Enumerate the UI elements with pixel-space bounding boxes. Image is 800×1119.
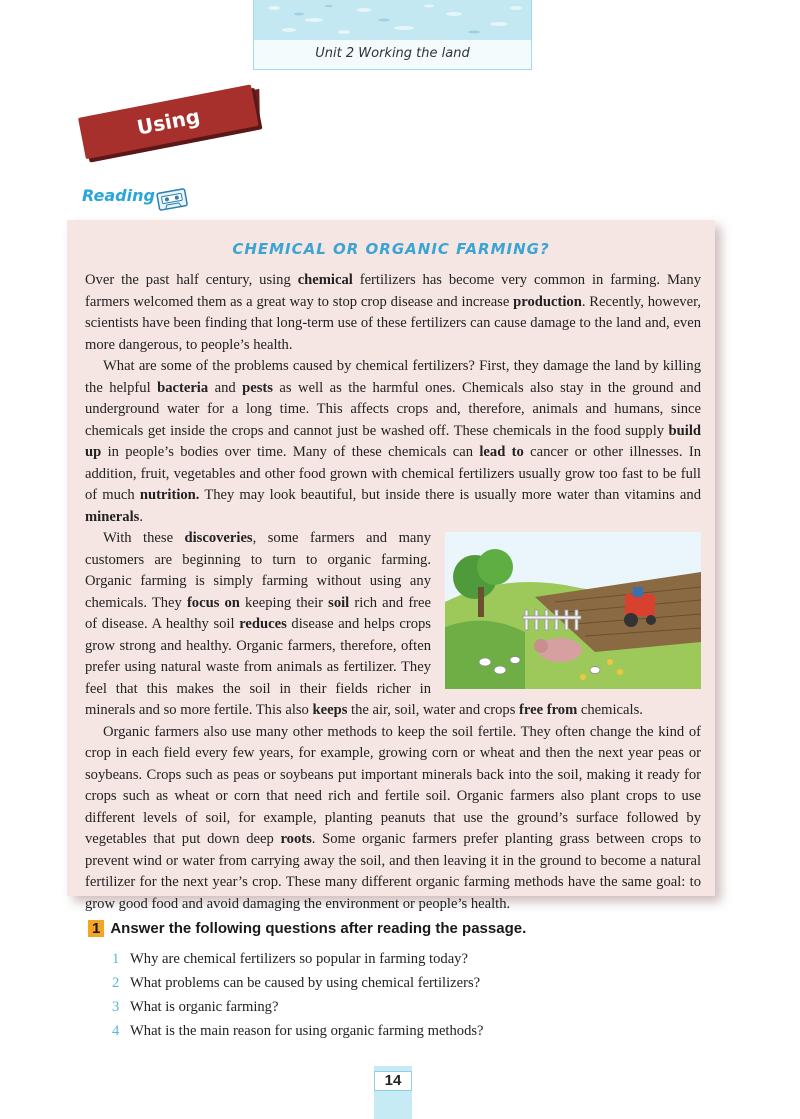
unit-title: Unit 2 Working the land <box>315 46 470 61</box>
question-number: 3 <box>112 999 120 1015</box>
passage-text: cancer or other illnesses. In addition, fruit, vegetables and other food grown with chemical fertilizers usually grow too fast to be full of much <box>85 444 701 503</box>
passage-text: fertilizers has become very common in farming. Many farmers welcomed them as a great way to stop crop disease and increase <box>85 272 701 310</box>
paragraph-1 <box>85 270 701 356</box>
passage-text: as well as the harmful ones. Chemicals also stay in the ground and underground water for a long time. This affects crops and, therefore, animals and humans, since chemicals get inside the crops and cannot just be washed off. These chemicals in the food supply <box>85 379 702 439</box>
passage-text: What are some of the problems caused by chemical fertilizers? First, they damage the land by killing the helpful <box>85 358 701 396</box>
passage-text: . <box>139 508 143 525</box>
page-number-tab <box>374 1066 412 1119</box>
vocab-word: soil <box>328 594 350 611</box>
question-item <box>112 1019 484 1043</box>
page-number: 14 <box>374 1071 412 1091</box>
paragraph-2 <box>85 356 701 528</box>
vocab-word: keeps <box>312 702 348 718</box>
question-number: 2 <box>112 975 120 991</box>
passage-text: , some farmers and many customers are beginning to turn to organic farming. Organic farming is simply farming without using any chemicals. They <box>85 530 431 611</box>
vocab-word: lead to <box>479 444 524 460</box>
passage-text: With these <box>103 530 185 546</box>
passage-text: They may look beautiful, but inside there is usually more water than vitamins and <box>199 487 701 503</box>
section-banner-label: Using Language <box>78 84 259 159</box>
vocab-word: pests <box>242 379 273 396</box>
vocab-word: bacteria <box>157 379 209 396</box>
question-text: What is the main reason for using organic farming methods? <box>130 1023 484 1039</box>
vocab-word: production <box>513 293 582 310</box>
passage-text: . Recently, however, scientists have been finding that long-term use of these fertilizers can cause damage to the land and, even more dangerous, to people’s health. <box>85 293 701 353</box>
passage-title: CHEMICAL OR ORGANIC FARMING? <box>232 240 550 258</box>
passage-text: in people’s bodies over time. Many of these chemicals can <box>101 444 480 460</box>
vocab-word: chemical <box>297 272 353 288</box>
vocab-word: roots <box>280 831 312 847</box>
exercise-heading <box>88 920 526 937</box>
cassette-icon <box>155 186 189 217</box>
question-item <box>112 971 484 995</box>
passage-text: and <box>208 379 243 396</box>
passage-body <box>85 270 701 915</box>
passage-text: Over the past half century, using <box>85 272 298 288</box>
question-text: Why are chemical fertilizers so popular in farming today? <box>130 951 468 967</box>
passage-text: . Some organic farmers prefer planting grass between crops to prevent wind or water from carrying away the soil, and then leaving it in the ground to become a natural fertilizer for the next year’s crop. These many different organic farming methods have the same goal: to grow good food and avoid damaging the environment or people’s health. <box>85 831 701 912</box>
passage-text: disease and helps crops grow strong and healthy. Organic farmers, therefore, often prefer using natural waste from animals as fertilizer. They feel that this makes the soil in their fields richer in minerals and so more fertile. This also <box>85 616 431 718</box>
vocab-word: reduces <box>239 616 287 632</box>
passage-text: chemicals. <box>577 702 643 718</box>
question-text: What is organic farming? <box>130 999 279 1015</box>
vocab-word: minerals <box>85 508 140 525</box>
vocab-word: focus on <box>186 594 240 611</box>
vocab-word: nutrition. <box>139 487 200 503</box>
header-texture <box>254 0 531 40</box>
vocab-word: free from <box>519 702 578 718</box>
reading-passage <box>67 220 715 912</box>
passage-text: Organic farmers also use many other methods to keep the soil fertile. They often change the kind of crop in each field every few years, for example, growing corn or wheat and then the next year peas or soybeans. Crops such as peas or soybeans put important minerals back into the soil, making it ready for crops such as wheat or corn that need rich and fertile soil. Organic farmers also plant crops to use different levels of soil, for example, planting peanuts that use the ground’s surface followed by vegetables that put down deep <box>85 723 701 847</box>
question-number: 4 <box>112 1023 120 1039</box>
vocab-word: build up <box>85 422 701 460</box>
question-item <box>112 947 484 971</box>
subsection-label: Reading <box>82 186 155 205</box>
passage-text: rich and free of disease. A healthy soil <box>85 594 431 632</box>
question-item <box>112 995 484 1019</box>
passage-text: keeping their <box>239 594 329 611</box>
paragraph-4 <box>85 722 701 916</box>
running-header <box>253 0 532 70</box>
question-text: What problems can be caused by using chemical fertilizers? <box>130 975 481 991</box>
question-list <box>112 947 484 1043</box>
exercise-instruction: Answer the following questions after reading the passage. <box>110 920 527 937</box>
passage-text: the air, soil, water and crops <box>347 702 520 718</box>
vocab-word: discoveries <box>184 530 253 546</box>
exercise-number-badge: 1 <box>88 920 104 937</box>
farm-illustration <box>445 532 701 689</box>
question-number: 1 <box>112 951 120 967</box>
